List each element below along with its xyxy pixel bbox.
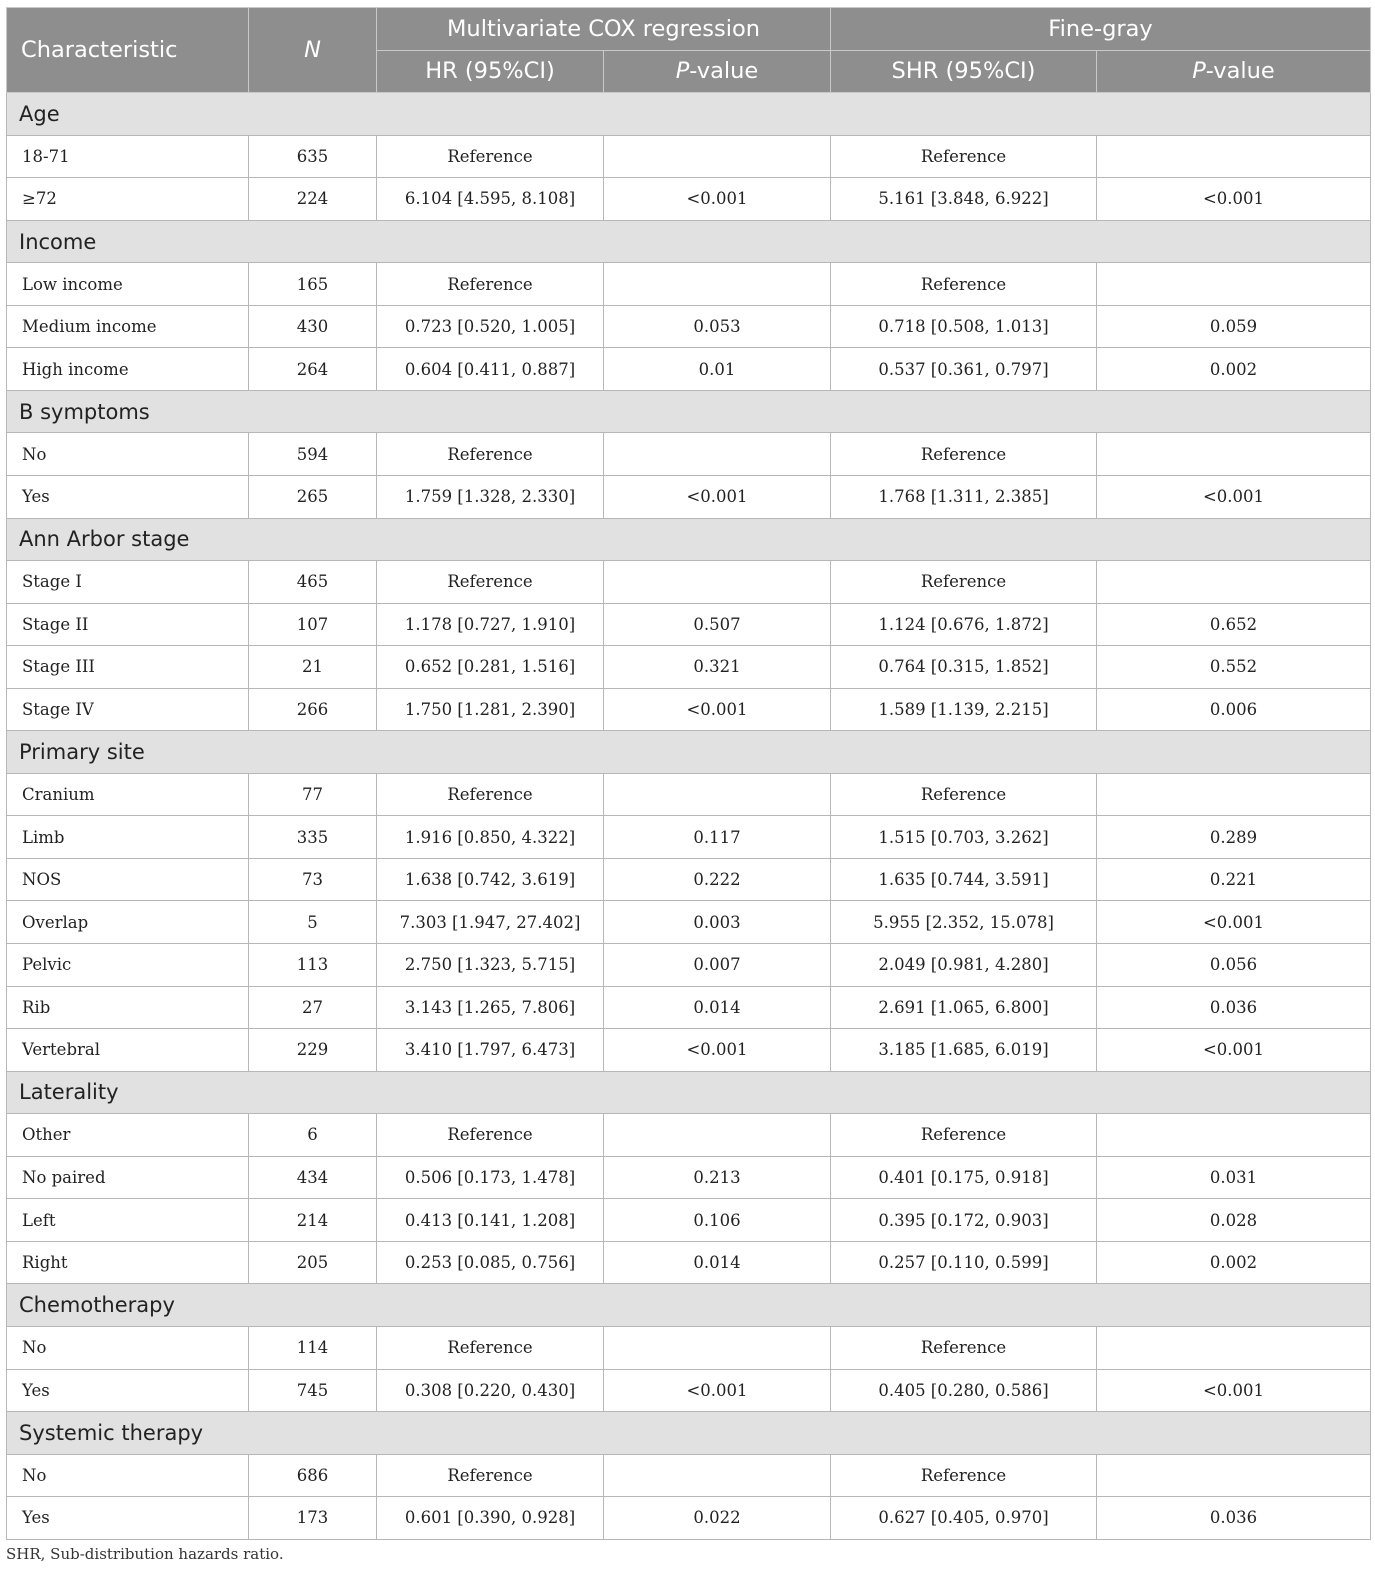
cell-characteristic: No paired <box>7 1156 249 1199</box>
cell-n: 173 <box>249 1497 377 1540</box>
table-row <box>7 433 1371 476</box>
cell-characteristic: 18-71 <box>7 135 249 178</box>
cell-characteristic: No <box>7 433 249 476</box>
table-row <box>7 135 1371 178</box>
group-row <box>7 220 1371 263</box>
cell-n: 5 <box>249 901 377 944</box>
table-row <box>7 1199 1371 1242</box>
cell-p-value-cox: 0.003 <box>604 901 831 944</box>
cell-shr: 5.161 [3.848, 6.922] <box>831 178 1097 221</box>
cell-p-value-fine-gray: 0.036 <box>1097 986 1371 1029</box>
cell-characteristic: Overlap <box>7 901 249 944</box>
cell-hr: Reference <box>377 433 604 476</box>
header-p-suffix: -value <box>689 58 759 85</box>
cell-hr: 1.916 [0.850, 4.322] <box>377 816 604 859</box>
cell-characteristic: Cranium <box>7 773 249 816</box>
cell-p-value-fine-gray: 0.031 <box>1097 1156 1371 1199</box>
header-n <box>249 8 377 93</box>
cell-hr: Reference <box>377 561 604 604</box>
cell-shr: 0.764 [0.315, 1.852] <box>831 646 1097 689</box>
cell-n: 165 <box>249 263 377 306</box>
cell-p-value-fine-gray <box>1097 773 1371 816</box>
cell-characteristic: High income <box>7 348 249 391</box>
cell-hr: 2.750 [1.323, 5.715] <box>377 944 604 987</box>
table-row <box>7 1114 1371 1157</box>
cell-shr: Reference <box>831 433 1097 476</box>
cell-shr: 1.124 [0.676, 1.872] <box>831 603 1097 646</box>
cell-p-value-fine-gray <box>1097 263 1371 306</box>
cell-hr: Reference <box>377 263 604 306</box>
cell-shr: 0.537 [0.361, 0.797] <box>831 348 1097 391</box>
header-fine-gray-group: Fine-gray <box>831 8 1371 51</box>
cell-characteristic: Rib <box>7 986 249 1029</box>
cell-shr: 1.635 [0.744, 3.591] <box>831 858 1097 901</box>
cell-p-value-cox: <0.001 <box>604 476 831 519</box>
group-label: Primary site <box>7 731 1371 774</box>
table-row <box>7 901 1371 944</box>
header-p-value-cox <box>604 50 831 93</box>
header-n-text: N <box>304 37 321 64</box>
cell-shr: 0.627 [0.405, 0.970] <box>831 1497 1097 1540</box>
group-label: Age <box>7 93 1371 136</box>
cell-hr: 1.750 [1.281, 2.390] <box>377 688 604 731</box>
cell-p-value-cox: 0.117 <box>604 816 831 859</box>
cell-p-value-cox <box>604 135 831 178</box>
cell-shr: Reference <box>831 773 1097 816</box>
cell-p-value-fine-gray <box>1097 135 1371 178</box>
cell-characteristic: NOS <box>7 858 249 901</box>
cell-n: 77 <box>249 773 377 816</box>
cell-shr: 0.401 [0.175, 0.918] <box>831 1156 1097 1199</box>
table-row <box>7 476 1371 519</box>
cell-hr: 0.604 [0.411, 0.887] <box>377 348 604 391</box>
cell-hr: 1.638 [0.742, 3.619] <box>377 858 604 901</box>
cell-p-value-cox <box>604 1326 831 1369</box>
cell-n: 686 <box>249 1454 377 1497</box>
group-row <box>7 1412 1371 1455</box>
cell-characteristic: Stage I <box>7 561 249 604</box>
cell-p-value-cox: 0.014 <box>604 986 831 1029</box>
cell-characteristic: Left <box>7 1199 249 1242</box>
group-row <box>7 93 1371 136</box>
cell-p-value-fine-gray <box>1097 1114 1371 1157</box>
group-row <box>7 390 1371 433</box>
cell-p-value-fine-gray: 0.002 <box>1097 348 1371 391</box>
cell-hr: Reference <box>377 773 604 816</box>
cell-p-value-fine-gray: <0.001 <box>1097 476 1371 519</box>
header-row-1 <box>7 8 1371 51</box>
cell-shr: 1.515 [0.703, 3.262] <box>831 816 1097 859</box>
group-row <box>7 731 1371 774</box>
cell-characteristic: Other <box>7 1114 249 1157</box>
table-row <box>7 1369 1371 1412</box>
header-hr: HR (95%CI) <box>377 50 604 93</box>
cell-p-value-cox <box>604 773 831 816</box>
table-row <box>7 1241 1371 1284</box>
group-label: Ann Arbor stage <box>7 518 1371 561</box>
cell-p-value-fine-gray: 0.036 <box>1097 1497 1371 1540</box>
table-row <box>7 773 1371 816</box>
cell-n: 745 <box>249 1369 377 1412</box>
cell-shr: 0.718 [0.508, 1.013] <box>831 305 1097 348</box>
cell-p-value-cox: 0.053 <box>604 305 831 348</box>
group-label: Income <box>7 220 1371 263</box>
cell-p-value-cox: 0.01 <box>604 348 831 391</box>
cell-characteristic: Yes <box>7 1369 249 1412</box>
cell-hr: 7.303 [1.947, 27.402] <box>377 901 604 944</box>
group-label: Systemic therapy <box>7 1412 1371 1455</box>
cell-p-value-fine-gray: <0.001 <box>1097 178 1371 221</box>
cell-p-value-fine-gray: <0.001 <box>1097 901 1371 944</box>
cell-n: 264 <box>249 348 377 391</box>
header-p-italic: P <box>1192 58 1206 85</box>
cell-p-value-cox: 0.106 <box>604 1199 831 1242</box>
cell-p-value-cox: 0.007 <box>604 944 831 987</box>
cell-n: 594 <box>249 433 377 476</box>
header-cox-group: Multivariate COX regression <box>377 8 831 51</box>
cell-hr: Reference <box>377 1454 604 1497</box>
table-row <box>7 1029 1371 1072</box>
cell-characteristic: Vertebral <box>7 1029 249 1072</box>
cell-characteristic: Right <box>7 1241 249 1284</box>
group-row <box>7 1071 1371 1114</box>
group-label: Laterality <box>7 1071 1371 1114</box>
cell-p-value-fine-gray <box>1097 561 1371 604</box>
cell-p-value-cox: 0.507 <box>604 603 831 646</box>
cell-characteristic: Medium income <box>7 305 249 348</box>
cell-shr: 3.185 [1.685, 6.019] <box>831 1029 1097 1072</box>
cell-p-value-fine-gray: <0.001 <box>1097 1369 1371 1412</box>
cell-shr: 0.257 [0.110, 0.599] <box>831 1241 1097 1284</box>
cell-n: 114 <box>249 1326 377 1369</box>
cell-p-value-cox: <0.001 <box>604 688 831 731</box>
cell-hr: Reference <box>377 1114 604 1157</box>
cell-shr: Reference <box>831 1114 1097 1157</box>
cell-p-value-fine-gray: 0.221 <box>1097 858 1371 901</box>
group-row <box>7 1284 1371 1327</box>
cell-hr: 1.178 [0.727, 1.910] <box>377 603 604 646</box>
cell-characteristic: Yes <box>7 1497 249 1540</box>
table-body <box>7 93 1371 1540</box>
cell-p-value-fine-gray: 0.059 <box>1097 305 1371 348</box>
table-row <box>7 944 1371 987</box>
cell-p-value-cox <box>604 433 831 476</box>
cell-p-value-cox: <0.001 <box>604 1029 831 1072</box>
cell-p-value-cox <box>604 561 831 604</box>
cell-p-value-cox <box>604 1114 831 1157</box>
cell-hr: 0.253 [0.085, 0.756] <box>377 1241 604 1284</box>
cell-characteristic: No <box>7 1326 249 1369</box>
cell-hr: 6.104 [4.595, 8.108] <box>377 178 604 221</box>
cell-hr: 3.410 [1.797, 6.473] <box>377 1029 604 1072</box>
cell-hr: 0.723 [0.520, 1.005] <box>377 305 604 348</box>
cell-shr: Reference <box>831 135 1097 178</box>
cell-characteristic: Limb <box>7 816 249 859</box>
cell-characteristic: Low income <box>7 263 249 306</box>
cell-hr: Reference <box>377 1326 604 1369</box>
cell-p-value-fine-gray: 0.002 <box>1097 1241 1371 1284</box>
cell-n: 205 <box>249 1241 377 1284</box>
cell-hr: 0.308 [0.220, 0.430] <box>377 1369 604 1412</box>
cell-p-value-cox: <0.001 <box>604 178 831 221</box>
cell-n: 430 <box>249 305 377 348</box>
cell-p-value-fine-gray: 0.006 <box>1097 688 1371 731</box>
cell-p-value-cox: <0.001 <box>604 1369 831 1412</box>
cell-hr: 1.759 [1.328, 2.330] <box>377 476 604 519</box>
cell-shr: 2.049 [0.981, 4.280] <box>831 944 1097 987</box>
table-row <box>7 1454 1371 1497</box>
cell-n: 265 <box>249 476 377 519</box>
cell-shr: Reference <box>831 263 1097 306</box>
cell-characteristic: Pelvic <box>7 944 249 987</box>
cell-p-value-fine-gray <box>1097 1454 1371 1497</box>
cell-n: 27 <box>249 986 377 1029</box>
cell-p-value-cox <box>604 263 831 306</box>
table-footnote: SHR, Sub-distribution hazards ratio. <box>6 1545 284 1563</box>
table-row <box>7 858 1371 901</box>
cell-p-value-fine-gray: 0.056 <box>1097 944 1371 987</box>
cell-n: 635 <box>249 135 377 178</box>
cell-characteristic: Stage II <box>7 603 249 646</box>
cell-p-value-cox: 0.321 <box>604 646 831 689</box>
table-row <box>7 178 1371 221</box>
table-row <box>7 1156 1371 1199</box>
cell-n: 113 <box>249 944 377 987</box>
table-row <box>7 816 1371 859</box>
table-row <box>7 305 1371 348</box>
cell-n: 266 <box>249 688 377 731</box>
cell-n: 73 <box>249 858 377 901</box>
results-table <box>6 7 1371 1540</box>
cell-shr: Reference <box>831 561 1097 604</box>
cell-p-value-fine-gray: 0.552 <box>1097 646 1371 689</box>
cell-shr: Reference <box>831 1326 1097 1369</box>
cell-n: 229 <box>249 1029 377 1072</box>
cell-characteristic: ≥72 <box>7 178 249 221</box>
cell-p-value-fine-gray: 0.652 <box>1097 603 1371 646</box>
cell-shr: 0.395 [0.172, 0.903] <box>831 1199 1097 1242</box>
header-characteristic: Characteristic <box>7 8 249 93</box>
cell-n: 465 <box>249 561 377 604</box>
group-label: B symptoms <box>7 390 1371 433</box>
table-row <box>7 688 1371 731</box>
table-row <box>7 603 1371 646</box>
cell-p-value-cox <box>604 1454 831 1497</box>
cell-p-value-cox: 0.022 <box>604 1497 831 1540</box>
cell-characteristic: Stage IV <box>7 688 249 731</box>
cell-n: 434 <box>249 1156 377 1199</box>
cell-hr: 3.143 [1.265, 7.806] <box>377 986 604 1029</box>
cell-p-value-fine-gray: 0.028 <box>1097 1199 1371 1242</box>
cell-n: 224 <box>249 178 377 221</box>
cell-hr: 0.506 [0.173, 1.478] <box>377 1156 604 1199</box>
cell-shr: 2.691 [1.065, 6.800] <box>831 986 1097 1029</box>
cell-characteristic: Yes <box>7 476 249 519</box>
cell-hr: 0.601 [0.390, 0.928] <box>377 1497 604 1540</box>
cell-shr: Reference <box>831 1454 1097 1497</box>
cell-p-value-cox: 0.213 <box>604 1156 831 1199</box>
cell-hr: Reference <box>377 135 604 178</box>
table-row <box>7 561 1371 604</box>
cell-n: 214 <box>249 1199 377 1242</box>
table-row <box>7 1326 1371 1369</box>
header-p-suffix: -value <box>1205 58 1275 85</box>
table-header <box>7 8 1371 93</box>
group-label: Chemotherapy <box>7 1284 1371 1327</box>
cell-n: 21 <box>249 646 377 689</box>
header-p-italic: P <box>675 58 690 85</box>
header-p-value-fine-gray <box>1097 50 1371 93</box>
cell-p-value-cox: 0.222 <box>604 858 831 901</box>
table-row <box>7 986 1371 1029</box>
cell-hr: 0.413 [0.141, 1.208] <box>377 1199 604 1242</box>
cell-shr: 0.405 [0.280, 0.586] <box>831 1369 1097 1412</box>
table-row <box>7 1497 1371 1540</box>
cell-n: 107 <box>249 603 377 646</box>
cell-p-value-fine-gray: <0.001 <box>1097 1029 1371 1072</box>
cell-n: 6 <box>249 1114 377 1157</box>
results-table-container <box>6 7 1370 1540</box>
cell-characteristic: Stage III <box>7 646 249 689</box>
cell-characteristic: No <box>7 1454 249 1497</box>
cell-p-value-fine-gray: 0.289 <box>1097 816 1371 859</box>
table-row <box>7 646 1371 689</box>
table-row <box>7 263 1371 306</box>
cell-hr: 0.652 [0.281, 1.516] <box>377 646 604 689</box>
cell-p-value-fine-gray <box>1097 1326 1371 1369</box>
cell-shr: 1.589 [1.139, 2.215] <box>831 688 1097 731</box>
cell-p-value-cox: 0.014 <box>604 1241 831 1284</box>
header-shr: SHR (95%CI) <box>831 50 1097 93</box>
table-row <box>7 348 1371 391</box>
cell-p-value-fine-gray <box>1097 433 1371 476</box>
cell-shr: 1.768 [1.311, 2.385] <box>831 476 1097 519</box>
cell-n: 335 <box>249 816 377 859</box>
cell-shr: 5.955 [2.352, 15.078] <box>831 901 1097 944</box>
group-row <box>7 518 1371 561</box>
